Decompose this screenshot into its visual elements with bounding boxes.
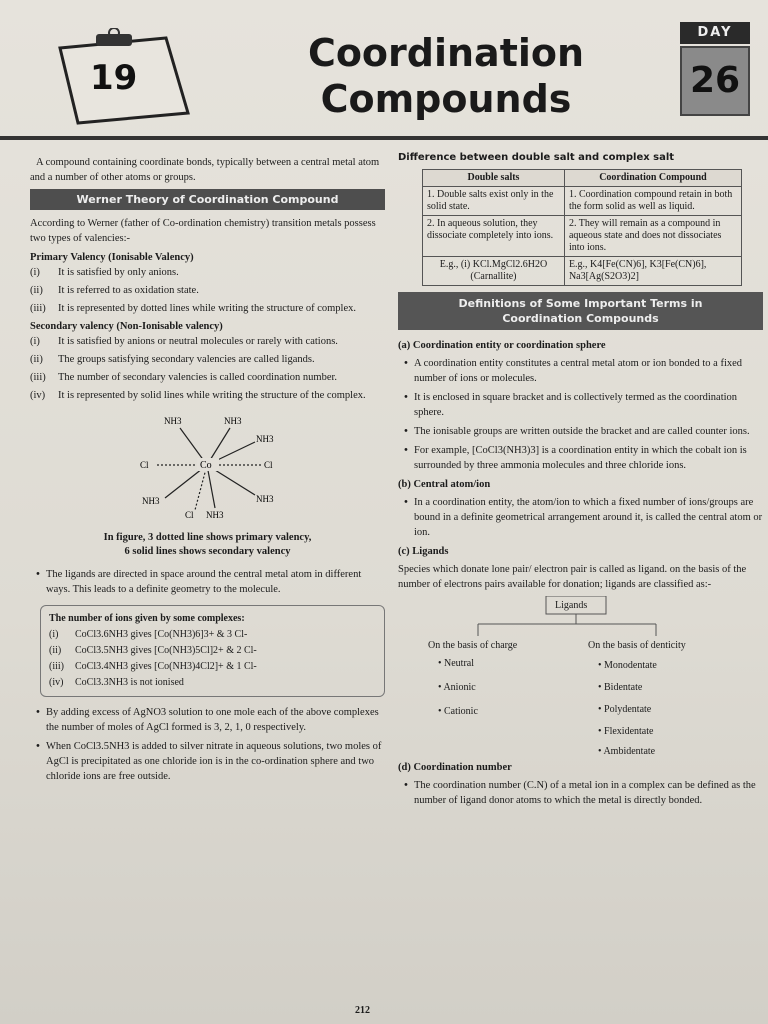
list-marker: (ii)	[49, 645, 62, 656]
list-item	[398, 443, 763, 473]
list-item	[49, 643, 376, 659]
list-marker: (ii)	[30, 354, 43, 365]
fig-label-nh3: NH3	[256, 494, 274, 504]
bullet-icon: •	[404, 497, 408, 508]
list-item	[30, 352, 385, 367]
fig-label-cl: Cl	[264, 460, 273, 470]
figure-caption	[30, 531, 385, 559]
fig-label-nh3: NH3	[206, 510, 224, 520]
list-marker: (iv)	[49, 677, 64, 688]
list-item	[30, 301, 385, 316]
term-heading: (a) Coordination entity or coordination sphere	[398, 340, 606, 351]
list-marker: (iii)	[30, 303, 46, 314]
tree-leaf: • Flexidentate	[598, 726, 654, 737]
terms-banner	[398, 292, 763, 330]
list-item	[30, 334, 385, 349]
bullet-text: For example, [CoCl3(NH3)3] is a coordination entity in which the cobalt ion is surrounded by three ammonia molecules and three chloride ions.	[414, 445, 747, 471]
day-badge	[680, 22, 750, 117]
list-item	[398, 356, 763, 386]
werner-banner: Werner Theory of Coordination Compound	[30, 189, 385, 210]
table-header: Double salts	[423, 170, 565, 187]
bullet-text: The ligands are directed in space around the central metal atom in different ways. This leads to a definite geometry to the molecule.	[46, 569, 362, 595]
bullet-icon: •	[404, 426, 408, 437]
table-cell: 2. They will remain as a compound in aqueous state and does not dissociates into ions.	[564, 216, 741, 257]
list-item	[49, 675, 376, 691]
table-cell: 1. Double salts exist only in the solid state.	[423, 187, 565, 216]
title-line-1: Coordination	[307, 31, 585, 75]
list-item	[30, 705, 385, 735]
table-header: Coordination Compound	[564, 170, 741, 187]
list-text: CoCl3.4NH3 gives [Co(NH3)4Cl2]+ & 1 Cl-	[75, 661, 257, 672]
tree-branch-title: On the basis of charge	[428, 640, 518, 651]
bullet-text: The ionisable groups are written outside the bracket and are called counter ions.	[414, 426, 750, 437]
bullet-icon: •	[404, 445, 408, 456]
list-item	[30, 739, 385, 784]
werner-structure-diagram	[30, 410, 385, 520]
list-text: The groups satisfying secondary valencies are called ligands.	[58, 354, 315, 365]
table-cell: 2. In aqueous solution, they dissociate completely into ions.	[423, 216, 565, 257]
table-cell: E.g., (i) KCl.MgCl2.6H2O (Carnallite)	[423, 257, 565, 286]
list-text: It is represented by solid lines while writing the structure of the complex.	[58, 390, 366, 401]
tree-leaf: • Cationic	[438, 706, 478, 717]
tree-leaf: • Polydentate	[598, 704, 652, 715]
list-item	[398, 390, 763, 420]
tree-branch-title: On the basis of denticity	[588, 640, 686, 651]
ligands-text: Species which donate lone pair/ electron pair is called as ligand. on the basis of the number of electrons pairs available for donation; ligands are classified as:-	[398, 564, 747, 590]
list-text: It is satisfied by anions or neutral molecules or rarely with cations.	[58, 336, 338, 347]
bullet-icon: •	[36, 569, 40, 580]
bullet-icon: •	[404, 358, 408, 369]
fig-label-nh3: NH3	[256, 434, 274, 444]
list-text: The number of secondary valencies is called coordination number.	[58, 372, 338, 383]
list-item	[30, 388, 385, 403]
list-marker: (ii)	[30, 285, 43, 296]
chapter-header	[0, 0, 768, 140]
list-text: It is referred to as oxidation state.	[58, 285, 199, 296]
primary-list	[30, 265, 385, 316]
banner-line: Definitions of Some Important Terms in	[458, 297, 703, 310]
list-item	[30, 283, 385, 298]
term-heading: (d) Coordination number	[398, 762, 512, 773]
list-marker: (i)	[30, 267, 40, 278]
werner-text: According to Werner (father of Co-ordination chemistry) transition metals possess two types of valencies:-	[30, 218, 376, 244]
secondary-list	[30, 334, 385, 403]
list-item	[398, 778, 763, 808]
tree-leaf: • Monodentate	[598, 660, 657, 671]
tree-leaf: • Ambidentate	[598, 746, 656, 757]
fig-label-co: Co	[200, 460, 212, 471]
fig-label-nh3: NH3	[142, 496, 160, 506]
list-item	[49, 659, 376, 675]
left-column	[30, 155, 385, 788]
tree-leaf: • Anionic	[438, 682, 476, 693]
intro-text: A compound containing coordinate bonds, typically between a central metal atom and a number of other atoms or groups.	[30, 157, 380, 183]
caption-line: 6 solid lines shows secondary valency	[124, 546, 291, 557]
header-divider	[0, 136, 768, 140]
bullet-text: In a coordination entity, the atom/ion to which a fixed number of ions/groups are bound in a definite geometrical arrangement around it, is called the central atom or ion.	[414, 497, 763, 538]
tree-connectors	[398, 596, 763, 756]
term-heading: (c) Ligands	[398, 546, 449, 557]
difference-title: Difference between double salt and complex salt	[398, 152, 675, 163]
list-item	[30, 370, 385, 385]
fig-label-cl: Cl	[140, 460, 149, 470]
bullet-icon: •	[36, 741, 40, 752]
list-text: CoCl3.3NH3 is not ionised	[75, 677, 184, 688]
bullet-icon: •	[404, 392, 408, 403]
list-item	[398, 495, 763, 540]
right-column	[398, 148, 763, 812]
bullet-text: It is enclosed in square bracket and is collectively termed as the coordination sphere.	[414, 392, 738, 418]
table-row	[423, 187, 742, 216]
bullet-text: A coordination entity constitutes a central metal atom or ion bonded to a fixed number of ions or molecules.	[414, 358, 743, 384]
ligands-tree	[398, 596, 763, 756]
table-header-row	[423, 170, 742, 187]
fig-label-nh3: NH3	[164, 416, 182, 426]
primary-heading: Primary Valency (Ionisable Valency)	[30, 252, 194, 263]
day-number: 26	[680, 46, 750, 116]
bullet-icon: •	[36, 707, 40, 718]
list-item	[30, 265, 385, 280]
tree-leaf: • Bidentate	[598, 682, 643, 693]
caption-line: In figure, 3 dotted line shows primary valency,	[103, 532, 312, 543]
list-text: It is represented by dotted lines while writing the structure of complex.	[58, 303, 357, 314]
list-item	[398, 424, 763, 439]
list-text: It is satisfied by only anions.	[58, 267, 179, 278]
bullet-text: By adding excess of AgNO3 solution to one mole each of the above complexes the number of moles of AgCl formed is 3, 2, 1, 0 respectively.	[46, 707, 379, 733]
difference-table	[422, 169, 742, 286]
list-marker: (i)	[49, 629, 59, 640]
banner-line: Coordination Compounds	[502, 312, 659, 325]
secondary-heading: Secondary valency (Non-Ionisable valency)	[30, 321, 223, 332]
page-number: 212	[355, 1005, 370, 1016]
bullet-text: When CoCl3.5NH3 is added to silver nitrate in aqueous solutions, two moles of AgCl is precipitated as one chloride ion is in the co-ordination sphere and two chloride ions are free outside.	[46, 741, 382, 782]
list-marker: (iii)	[30, 372, 46, 383]
list-marker: (i)	[30, 336, 40, 347]
chapter-number: 19	[90, 58, 138, 98]
ions-box	[40, 605, 385, 697]
list-item	[49, 627, 376, 643]
list-text: CoCl3.5NH3 gives [Co(NH3)5Cl]2+ & 2 Cl-	[75, 645, 257, 656]
day-label: DAY	[680, 22, 750, 44]
table-cell: 1. Coordination compound retain in both the form solid as well as liquid.	[564, 187, 741, 216]
tree-leaf: • Neutral	[438, 658, 475, 669]
term-heading: (b) Central atom/ion	[398, 479, 491, 490]
tree-root: Ligands	[555, 600, 588, 611]
table-row	[423, 257, 742, 286]
list-marker: (iv)	[30, 390, 46, 401]
chapter-title	[296, 30, 596, 122]
fig-label-cl: Cl	[185, 510, 194, 520]
list-text: CoCl3.6NH3 gives [Co(NH3)6]3+ & 3 Cl-	[75, 629, 248, 640]
list-item	[30, 567, 385, 597]
fig-label-nh3: NH3	[224, 416, 242, 426]
title-line-2: Compounds	[320, 77, 572, 121]
bullet-icon: •	[404, 780, 408, 791]
bullet-text: The coordination number (C.N) of a metal ion in a complex can be defined as the number of ligand donor atoms to which the metal is directly bonded.	[414, 780, 756, 806]
table-row	[423, 216, 742, 257]
list-marker: (iii)	[49, 661, 64, 672]
table-cell: E.g., K4[Fe(CN)6], K3[Fe(CN)6], Na3[Ag(S2O3)2]	[564, 257, 741, 286]
box-title: The number of ions given by some complexes:	[49, 613, 245, 624]
